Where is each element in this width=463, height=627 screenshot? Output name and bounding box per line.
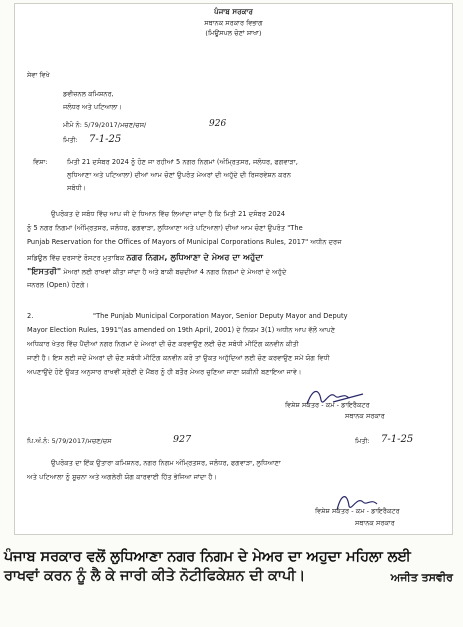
para1-emphasis: ਨਗਰ ਨਿਗਮ, ਲੁਧਿਆਣਾ ਦੇ ਮੇਅਰ ਦਾ ਅਹੁੱਦਾ [126, 252, 264, 262]
signature-designation: ਵਿਸ਼ੇਸ਼ ਸਕੱਤਰ - ਕਮ - ਡਾਇਰੈਕਟਰ [315, 507, 400, 515]
signature-designation: ਵਿਸ਼ੇਸ਼ ਸਕੱਤਰ - ਕਮ - ਡਾਇਰੈਕਟਰ [285, 401, 370, 409]
para1-line [27, 253, 263, 262]
letterhead-department: ਸਥਾਨਕ ਸਰਕਾਰ ਵਿਭਾਗ [204, 19, 263, 27]
memo-number-label: ਮੀਮੋ ਨੰ: 5/79/2017/ਮਚਣ/ਚਸ/ [63, 121, 147, 129]
subject-line: ਸਬੰਧੀ। [67, 184, 87, 192]
para1-line: ਜਨਰਲ (Open) ਹੋਣਗੇ। [27, 281, 90, 289]
memo-date-label: ਮਿਤੀ: [63, 136, 78, 144]
endorsement-line: ਅਤੇ ਪਟਿਆਲਾ ਨੂੰ ਸੂਚਨਾ ਅਤੇ ਅਗਲੇਰੀ ਯੋਗ ਕਾਰਵਾਈ ਹਿੱਤ ਭੇਜਿਆ ਜਾਂਦਾ ਹੈ। [27, 473, 217, 481]
para1-line: Punjab Reservation for the Offices of Mayors of Municipal Corporations Rules, 2017" ਅਧੀਨ ਦਰਜ [27, 238, 342, 246]
endorsement-date-handwritten: 7-1-25 [381, 434, 414, 445]
photo-credit: ਅਜੀਤ ਤਸਵੀਰ [390, 571, 453, 584]
para1-line [27, 267, 286, 276]
addressee-name: ਡਵੀਜ਼ਨਲ ਕਮਿਸ਼ਨਰ, [63, 90, 114, 98]
para2-line: ਅਪਣਾਉਂਦੇ ਹੋਏ ਉਕਤ ਅਨੁਸਾਰ ਰਾਖਵੀਂ ਸ਼੍ਰੇਣੀ ਦੇ ਮੈਂਬਰ ਨੂੰ ਹੀ ਬਤੌਰ ਮੇਅਰ ਚੁਣਿਆ ਜਾਣਾ ਯਕੀਨੀ ਬਣਾਇਆ ਜਾਵੇ। [27, 368, 302, 376]
endorsement-number-label: ਪਿ.ਅੰ.ਨੰ: 5/79/2017/ਮਚਣ/ਚਸ [27, 437, 112, 445]
para2-number: 2. [27, 312, 34, 320]
signature-office: ਸਥਾਨਕ ਸਰਕਾਰ [345, 412, 385, 420]
addressee-salutation: ਸੇਵਾ ਵਿਖੇ [27, 71, 50, 79]
para1-line: ਨੂੰ 5 ਨਗਰ ਨਿਗਮਾਂ (ਅੰਮ੍ਰਿਤਸਰ, ਜਲੰਧਰ, ਫਗਵਾੜਾ, ਲੁਧਿਆਣਾ ਅਤੇ ਪਟਿਆਲਾ) ਦੀਆਂ ਆਮ ਚੋਣਾਂ ਉਪਰੰਤ "The [27, 224, 303, 232]
para2-line: "The Punjab Municipal Corporation Mayor, Senior Deputy Mayor and Deputy [93, 312, 348, 320]
caption-line: ਰਾਖਵਾਂ ਕਰਨ ਨੂੰ ਲੈ ਕੇ ਜਾਰੀ ਕੀਤੇ ਨੋਟੀਫਿਕੇਸ਼ਨ ਦੀ ਕਾਪੀ। [4, 568, 306, 584]
subject-line: ਮਿਤੀ 21 ਦਸੰਬਰ 2024 ਨੂੰ ਹੋਣ ਜਾ ਰਹੀਆਂ 5 ਨਗਰ ਨਿਗਮਾਂ (ਅੰਮ੍ਰਿਤਸਰ, ਜਲੰਧਰ, ਫਗਵਾੜਾ, [67, 158, 298, 166]
endorsement-number-handwritten: 927 [173, 434, 192, 445]
para1-line: ਉਪਰੋਕਤ ਦੇ ਸਬੰਧ ਵਿੱਚ ਆਪ ਜੀ ਦੇ ਧਿਆਨ ਵਿੱਚ ਲਿਆਂਦਾ ਜਾਂਦਾ ਹੈ ਕਿ ਮਿਤੀ 21 ਦਸੰਬਰ 2024 [51, 210, 286, 218]
letterhead-title: ਪੰਜਾਬ ਸਰਕਾਰ [214, 8, 253, 16]
para2-line: Mayor Election Rules, 1991"(as amended on 19th April, 2001) ਦੇ ਨਿਯਮ 3(1) ਅਧੀਨ ਆਪ ਵੱਲੋਂ ਆਪਣੇ [27, 326, 336, 334]
subject-line: ਲੁਧਿਆਣਾ ਅਤੇ ਪਟਿਆਲਾ) ਦੀਆਂ ਆਮ ਚੋਣਾਂ ਉਪਰੰਤ ਮੇਅਰਾਂ ਦੀ ਅਹੁੱਦੇ ਦੀ ਰਿਜਰਵੇਸ਼ਨ ਕਰਨ [67, 171, 292, 179]
signature-office: ਸਥਾਨਕ ਸਰਕਾਰ [355, 519, 395, 527]
letterhead-branch: (ਮਿਊਂਸਪਲ ਚੋਣਾਂ ਸ਼ਾਖਾ) [205, 29, 262, 37]
endorsement-line: ਉਪਰੋਕਤ ਦਾ ਇੱਕ ਉਤਾਰਾ ਕਮਿਸ਼ਨਰ, ਨਗਰ ਨਿਗਮ ਅੰਮ੍ਰਿਤਸਰ, ਜਲੰਧਰ, ਫਗਵਾੜਾ, ਲੁਧਿਆਣਾ [51, 459, 281, 467]
photo-caption [4, 546, 459, 569]
notification-document [14, 3, 453, 535]
para2-line: ਅਧਿਕਾਰ ਖੇਤਰ ਵਿੱਚ ਪੈਂਦੀਆਂ ਨਗਰ ਨਿਗਮਾਂ ਦੇ ਮੇਅਰਾਂ ਦੀ ਚੋਣ ਕਰਵਾਉਣ ਲਈ ਚੋਣ ਸਬੰਧੀ ਮੀਟਿੰਗ ਕਨਵੀਨ ਕੀਤੀ [27, 340, 299, 348]
addressee-place: ਜਲੰਧਰ ਅਤੇ ਪਟਿਆਲਾ। [63, 103, 123, 111]
endorsement-date-label: ਮਿਤੀ: [355, 437, 370, 445]
para1-text: ਸ਼ਡਿਊਲ ਵਿੱਚ ਦਰਸਾਏ ਰੋਸਟਰ ਮੁਤਾਬਿਕ [27, 254, 125, 262]
para1-text: ਮੇਅਰਾਂ ਲਈ ਰਾਖਵਾਂ ਕੀਤਾ ਜਾਂਦਾ ਹੈ ਅਤੇ ਬਾਕੀ ਬਚਦੀਆਂ 4 ਨਗਰ ਨਿਗਮਾਂ ਦੇ ਮੇਅਰਾਂ ਦੇ ਅਹੁੱਦੇ [63, 268, 287, 276]
para2-line: ਜਾਣੀ ਹੈ। ਇਸ ਲਈ ਜਦੋਂ ਮੇਅਰਾਂ ਦੀ ਚੋਣ ਸਬੰਧੀ ਮੀਟਿੰਗ ਕਨਵੀਨ ਕਰੋ ਤਾਂ ਉਕਤ ਅਹੁੱਦਿਆਂ ਲਈ ਚੋਣ ਕਰਵਾਉਣ ਸਮੇਂ ਯੋਗ ਵਿਧੀ [27, 354, 330, 362]
memo-number-handwritten: 926 [209, 119, 227, 129]
caption-line: ਪੰਜਾਬ ਸਰਕਾਰ ਵਲੋਂ ਲੁਧਿਆਣਾ ਨਗਰ ਨਿਗਮ ਦੇ ਮੇਅਰ ਦਾ ਅਹੁਦਾ ਮਹਿਲਾ ਲਈ [4, 549, 411, 565]
para1-emphasis: "ਇਸਤਰੀ" [27, 266, 62, 276]
memo-date-handwritten: 7-1-25 [89, 134, 122, 145]
subject-label: ਵਿਸ਼ਾ: [33, 158, 48, 166]
